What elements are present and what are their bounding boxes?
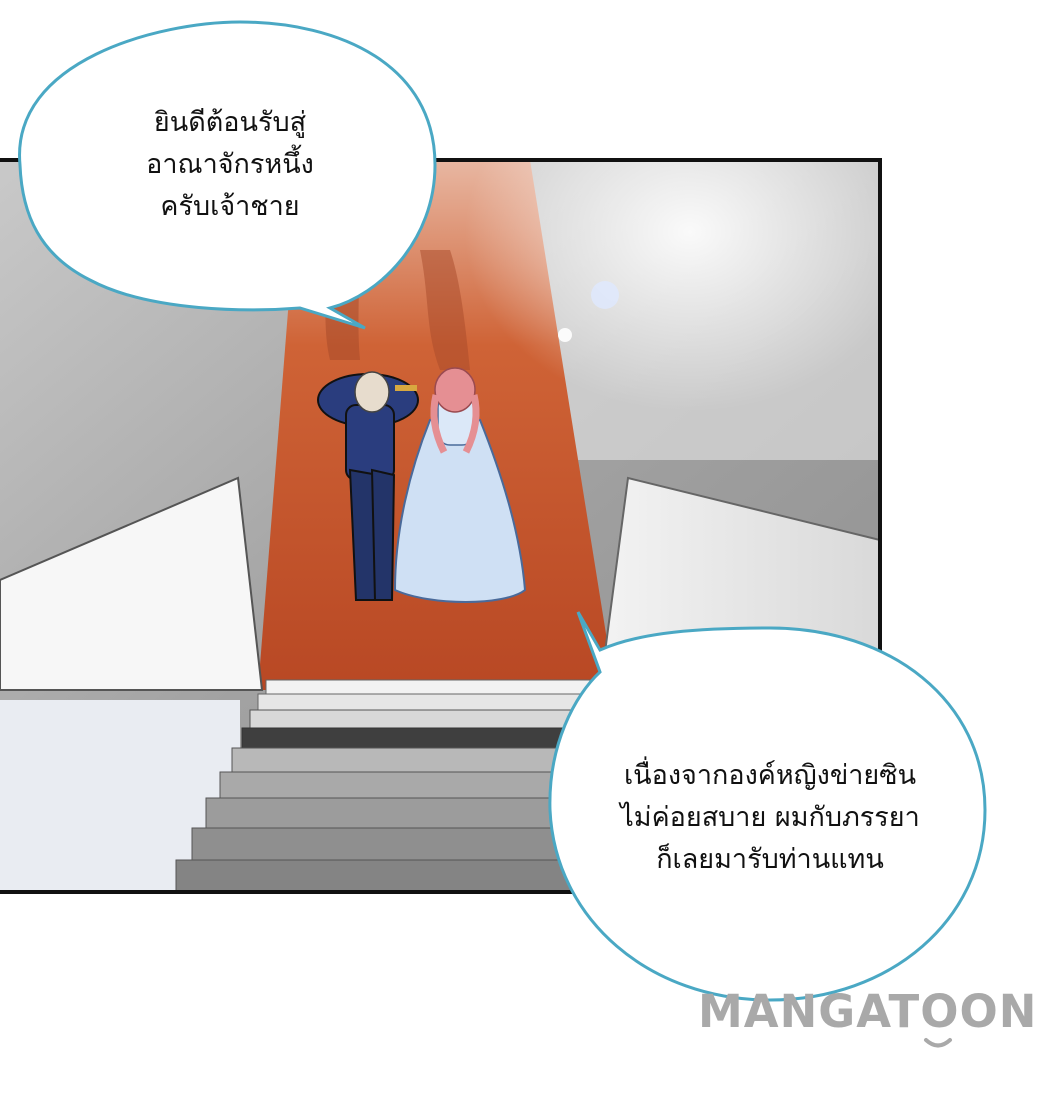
speech-line: ครับเจ้าชาย <box>160 191 300 222</box>
smile-icon <box>698 985 998 1065</box>
speech-line: เนื่องจากองค์หญิงข่ายซิน <box>623 760 917 791</box>
speech-line: อาณาจักรหนึ้ง <box>146 149 314 180</box>
watermark-text: MANGATOON <box>698 985 1037 1038</box>
speech-text-top <box>70 102 390 228</box>
lens-flare <box>591 281 619 309</box>
speech-line: ไม่ค่อยสบาย ผมกับภรรยา <box>620 802 920 833</box>
mangatoon-watermark <box>698 985 1037 1065</box>
speech-text-bottom <box>560 755 980 881</box>
speech-line: ก็เลยมารับท่านแทน <box>656 844 884 875</box>
lens-flare-small <box>558 328 572 342</box>
speech-line: ยินดีต้อนรับสู่ <box>153 107 307 138</box>
